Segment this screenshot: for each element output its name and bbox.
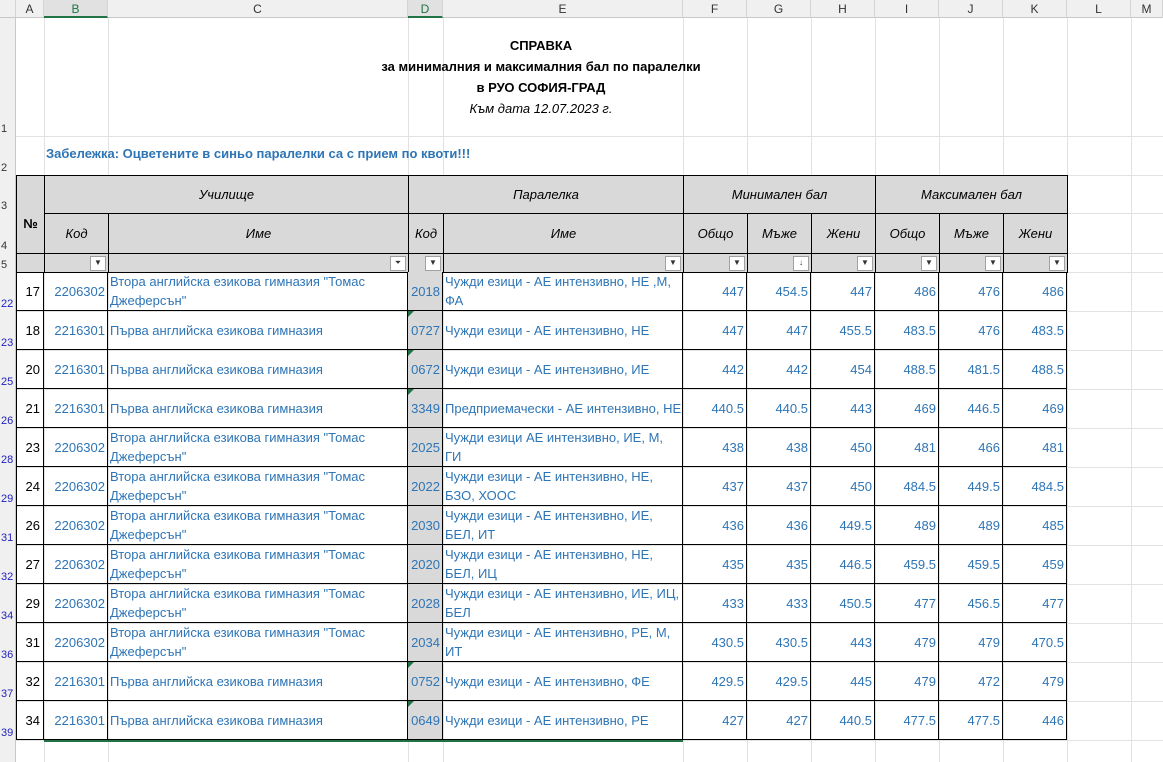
- row-header-36[interactable]: [0, 623, 16, 662]
- max-total[interactable]: 477: [875, 584, 939, 623]
- filter-cell: [1003, 253, 1068, 273]
- min-women[interactable]: 455.5: [811, 311, 875, 350]
- filter-cell: [443, 253, 684, 273]
- row-index[interactable]: 23: [16, 428, 44, 467]
- class-code[interactable]: 2025: [408, 428, 443, 467]
- school-code[interactable]: 2216301: [44, 662, 108, 701]
- column-header-j[interactable]: J: [939, 0, 1003, 18]
- filter-active-icon[interactable]: ⏷: [390, 256, 406, 271]
- class-name[interactable]: Чужди езици - АЕ интензивно, НЕ, БЕЛ, ИЦ: [443, 545, 683, 584]
- column-header-g[interactable]: G: [747, 0, 811, 18]
- column-header-d[interactable]: D: [408, 0, 443, 18]
- max-women[interactable]: 479: [1003, 662, 1067, 701]
- row-index[interactable]: 34: [16, 701, 44, 740]
- class-name[interactable]: Чужди езици - АЕ интензивно, НЕ, БЗО, ХООС: [443, 467, 683, 506]
- class-code[interactable]: 0752: [408, 662, 443, 701]
- class-name[interactable]: Предприемачески - АЕ интензивно, НЕ: [443, 389, 683, 428]
- filter-dropdown-icon[interactable]: ▼: [1049, 256, 1065, 271]
- class-code[interactable]: 2030: [408, 506, 443, 545]
- row-header-25[interactable]: [0, 350, 16, 389]
- min-men[interactable]: 430.5: [747, 623, 811, 662]
- filter-cell: [16, 253, 45, 273]
- school-name[interactable]: Втора английска езикова гимназия "Томас Джеферсън": [108, 584, 408, 623]
- class-name[interactable]: Чужди езици - АЕ интензивно, ИЕ: [443, 350, 683, 389]
- school-code[interactable]: 2216301: [44, 311, 108, 350]
- class-code[interactable]: 2028: [408, 584, 443, 623]
- row-number: 32: [1, 571, 14, 583]
- quota-note: Забележка: Оцветените в синьо паралелки са с прием по квоти!!!: [46, 146, 471, 161]
- min-total[interactable]: 447: [683, 311, 747, 350]
- header-school-code: Код: [44, 213, 109, 254]
- filter-cell: [747, 253, 812, 273]
- row-index[interactable]: 20: [16, 350, 44, 389]
- min-women[interactable]: 443: [811, 623, 875, 662]
- min-women[interactable]: 440.5: [811, 701, 875, 740]
- row-index[interactable]: 27: [16, 545, 44, 584]
- row-header-2[interactable]: [0, 136, 16, 175]
- max-women[interactable]: 469: [1003, 389, 1067, 428]
- row-header-34[interactable]: [0, 584, 16, 623]
- min-total[interactable]: 429.5: [683, 662, 747, 701]
- select-all-corner[interactable]: [0, 0, 16, 18]
- filter-cell: [811, 253, 876, 273]
- error-indicator-icon: [408, 350, 414, 356]
- min-total[interactable]: 435: [683, 545, 747, 584]
- row-number: 34: [1, 610, 14, 622]
- report-region: в РУО СОФИЯ-ГРАД: [476, 80, 606, 95]
- header-number: №: [16, 175, 45, 273]
- max-total[interactable]: 479: [875, 623, 939, 662]
- filter-cell: [683, 253, 748, 273]
- max-total[interactable]: 469: [875, 389, 939, 428]
- min-women[interactable]: 446.5: [811, 545, 875, 584]
- row-header-29[interactable]: [0, 467, 16, 506]
- row-header-22[interactable]: [0, 272, 16, 311]
- row-number: 25: [1, 376, 14, 388]
- row-number: 23: [1, 337, 14, 349]
- column-header-e[interactable]: E: [443, 0, 683, 18]
- min-total[interactable]: 447: [683, 272, 747, 311]
- row-index[interactable]: 31: [16, 623, 44, 662]
- school-code[interactable]: 2206302: [44, 584, 108, 623]
- row-header-26[interactable]: [0, 389, 16, 428]
- sort-descending-icon[interactable]: ↓: [793, 256, 809, 271]
- row-header-37[interactable]: [0, 662, 16, 701]
- filter-dropdown-icon[interactable]: ▼: [425, 256, 441, 271]
- error-indicator-icon: [408, 389, 414, 395]
- min-men[interactable]: 442: [747, 350, 811, 389]
- filter-dropdown-icon[interactable]: ▼: [921, 256, 937, 271]
- min-men[interactable]: 438: [747, 428, 811, 467]
- school-code[interactable]: 2216301: [44, 701, 108, 740]
- error-indicator-icon: [408, 701, 414, 707]
- school-name[interactable]: Втора английска езикова гимназия "Томас Джеферсън": [108, 272, 408, 311]
- row-index[interactable]: 18: [16, 311, 44, 350]
- column-header-k[interactable]: K: [1003, 0, 1067, 18]
- school-name[interactable]: Втора английска езикова гимназия "Томас Джеферсън": [108, 623, 408, 662]
- report-title: СПРАВКА: [509, 38, 573, 53]
- class-code[interactable]: 2020: [408, 545, 443, 584]
- row-number: 26: [1, 415, 14, 427]
- min-women[interactable]: 449.5: [811, 506, 875, 545]
- school-name[interactable]: Първа английска езикова гимназия: [108, 701, 408, 740]
- selection-border: [44, 740, 683, 742]
- row-index[interactable]: 26: [16, 506, 44, 545]
- row-number: 5: [1, 259, 8, 271]
- gridline-h: [16, 136, 1163, 137]
- column-header-bottom-rowhdr: [0, 740, 16, 762]
- row-number: 37: [1, 688, 14, 700]
- school-name[interactable]: Втора английска езикова гимназия "Томас Джеферсън": [108, 428, 408, 467]
- max-women[interactable]: 485: [1003, 506, 1067, 545]
- max-total[interactable]: 488.5: [875, 350, 939, 389]
- row-header-23[interactable]: [0, 311, 16, 350]
- header-school-name: Име: [108, 213, 409, 254]
- header-max-total: Общо: [875, 213, 940, 254]
- school-code[interactable]: 2206302: [44, 506, 108, 545]
- filter-dropdown-icon[interactable]: ▼: [665, 256, 681, 271]
- school-name[interactable]: Първа английска езикова гимназия: [108, 662, 408, 701]
- row-header-28[interactable]: [0, 428, 16, 467]
- row-number: 36: [1, 649, 14, 661]
- max-women[interactable]: 446: [1003, 701, 1067, 740]
- school-code[interactable]: 2206302: [44, 428, 108, 467]
- row-number: 29: [1, 493, 14, 505]
- min-total[interactable]: 440.5: [683, 389, 747, 428]
- header-min-women: Жени: [811, 213, 876, 254]
- row-number: 31: [1, 532, 14, 544]
- max-men[interactable]: 481.5: [939, 350, 1003, 389]
- row-header-31[interactable]: [0, 506, 16, 545]
- row-header-4[interactable]: [0, 213, 16, 253]
- class-code[interactable]: 0727: [408, 311, 443, 350]
- school-code[interactable]: 2206302: [44, 467, 108, 506]
- header-school: Училище: [44, 175, 409, 214]
- column-header-l[interactable]: L: [1067, 0, 1131, 18]
- column-header-f[interactable]: F: [683, 0, 747, 18]
- report-subtitle: за минималния и максималния бал по паралелки: [381, 59, 701, 74]
- column-header-a[interactable]: A: [16, 0, 44, 18]
- class-code[interactable]: 2018: [408, 272, 443, 311]
- report-date: Към дата 12.07.2023 г.: [469, 101, 613, 116]
- min-men[interactable]: 427: [747, 701, 811, 740]
- header-class-name: Име: [443, 213, 684, 254]
- max-men[interactable]: 456.5: [939, 584, 1003, 623]
- min-men[interactable]: 433: [747, 584, 811, 623]
- column-header-c[interactable]: C: [108, 0, 408, 18]
- error-indicator-icon: [408, 662, 414, 668]
- min-men[interactable]: 429.5: [747, 662, 811, 701]
- max-men[interactable]: 476: [939, 311, 1003, 350]
- max-women[interactable]: 488.5: [1003, 350, 1067, 389]
- max-women[interactable]: 477: [1003, 584, 1067, 623]
- filter-cell: [408, 253, 444, 273]
- column-header-m[interactable]: M: [1131, 0, 1163, 18]
- filter-cell: [108, 253, 409, 273]
- max-men[interactable]: 489: [939, 506, 1003, 545]
- class-name[interactable]: Чужди езици - АЕ интензивно, ИЕ, ИЦ, БЕЛ: [443, 584, 683, 623]
- row-number: 2: [1, 162, 8, 174]
- class-name[interactable]: Чужди езици - АЕ интензивно, НЕ: [443, 311, 683, 350]
- row-header-5[interactable]: [0, 253, 16, 272]
- school-name[interactable]: Втора английска езикова гимназия "Томас Джеферсън": [108, 467, 408, 506]
- min-women[interactable]: 450: [811, 428, 875, 467]
- row-index[interactable]: 24: [16, 467, 44, 506]
- row-number: 22: [1, 298, 14, 310]
- max-total[interactable]: 483.5: [875, 311, 939, 350]
- min-men[interactable]: 440.5: [747, 389, 811, 428]
- row-number: 3: [1, 200, 8, 212]
- header-min-men: Мъже: [747, 213, 812, 254]
- class-name[interactable]: Чужди езици - АЕ интензивно, НЕ ,М, ФА: [443, 272, 683, 311]
- max-total[interactable]: 484.5: [875, 467, 939, 506]
- school-code[interactable]: 2206302: [44, 272, 108, 311]
- min-men[interactable]: 435: [747, 545, 811, 584]
- min-women[interactable]: 450: [811, 467, 875, 506]
- row-header-1[interactable]: [0, 18, 16, 136]
- header-max-men: Мъже: [939, 213, 1004, 254]
- min-women[interactable]: 450.5: [811, 584, 875, 623]
- class-name[interactable]: Чужди езици АЕ интензивно, ИЕ, М, ГИ: [443, 428, 683, 467]
- school-code[interactable]: 2216301: [44, 389, 108, 428]
- min-men[interactable]: 447: [747, 311, 811, 350]
- max-women[interactable]: 481: [1003, 428, 1067, 467]
- max-total[interactable]: 477.5: [875, 701, 939, 740]
- class-name[interactable]: Чужди езици - АЕ интензивно, ФЕ: [443, 662, 683, 701]
- max-women[interactable]: 484.5: [1003, 467, 1067, 506]
- max-men[interactable]: 449.5: [939, 467, 1003, 506]
- min-men[interactable]: 436: [747, 506, 811, 545]
- error-indicator-icon: [408, 311, 414, 317]
- max-total[interactable]: 489: [875, 506, 939, 545]
- filter-dropdown-icon[interactable]: ▼: [985, 256, 1001, 271]
- class-code[interactable]: 0672: [408, 350, 443, 389]
- min-total[interactable]: 427: [683, 701, 747, 740]
- min-women[interactable]: 445: [811, 662, 875, 701]
- class-code[interactable]: 3349: [408, 389, 443, 428]
- min-women[interactable]: 443: [811, 389, 875, 428]
- header-class: Паралелка: [408, 175, 684, 214]
- min-women[interactable]: 447: [811, 272, 875, 311]
- min-total[interactable]: 436: [683, 506, 747, 545]
- row-header-3[interactable]: [0, 175, 16, 213]
- max-men[interactable]: 476: [939, 272, 1003, 311]
- min-total[interactable]: 438: [683, 428, 747, 467]
- column-header-b[interactable]: B: [44, 0, 108, 18]
- min-total[interactable]: 430.5: [683, 623, 747, 662]
- max-total[interactable]: 481: [875, 428, 939, 467]
- min-total[interactable]: 442: [683, 350, 747, 389]
- header-min-score: Минимален бал: [683, 175, 876, 214]
- school-name[interactable]: Първа английска езикова гимназия: [108, 389, 408, 428]
- max-women[interactable]: 483.5: [1003, 311, 1067, 350]
- school-code[interactable]: 2206302: [44, 623, 108, 662]
- min-women[interactable]: 454: [811, 350, 875, 389]
- filter-dropdown-icon[interactable]: ▼: [90, 256, 106, 271]
- max-women[interactable]: 486: [1003, 272, 1067, 311]
- header-class-code: Код: [408, 213, 444, 254]
- row-number: 28: [1, 454, 14, 466]
- row-header-32[interactable]: [0, 545, 16, 584]
- min-total[interactable]: 437: [683, 467, 747, 506]
- class-code[interactable]: 2034: [408, 623, 443, 662]
- max-men[interactable]: 446.5: [939, 389, 1003, 428]
- row-index[interactable]: 17: [16, 272, 44, 311]
- row-index[interactable]: 32: [16, 662, 44, 701]
- row-number: 1: [1, 123, 8, 135]
- row-number: 39: [1, 727, 14, 739]
- max-women[interactable]: 470.5: [1003, 623, 1067, 662]
- row-header-39[interactable]: [0, 701, 16, 740]
- school-code[interactable]: 2206302: [44, 545, 108, 584]
- school-name[interactable]: Първа английска езикова гимназия: [108, 350, 408, 389]
- column-header-h[interactable]: H: [811, 0, 875, 18]
- filter-dropdown-icon[interactable]: ▼: [857, 256, 873, 271]
- class-name[interactable]: Чужди езици - АЕ интензивно, РЕ: [443, 701, 683, 740]
- gridline-v: [1067, 18, 1068, 762]
- header-min-total: Общо: [683, 213, 748, 254]
- school-name[interactable]: Втора английска езикова гимназия "Томас Джеферсън": [108, 506, 408, 545]
- gridline-v: [1131, 18, 1132, 762]
- filter-cell: [875, 253, 940, 273]
- class-name[interactable]: Чужди езици - АЕ интензивно, ИЕ, БЕЛ, ИТ: [443, 506, 683, 545]
- filter-dropdown-icon[interactable]: ▼: [729, 256, 745, 271]
- min-men[interactable]: 437: [747, 467, 811, 506]
- school-name[interactable]: Първа английска езикова гимназия: [108, 311, 408, 350]
- max-total[interactable]: 486: [875, 272, 939, 311]
- max-total[interactable]: 459.5: [875, 545, 939, 584]
- max-men[interactable]: 459.5: [939, 545, 1003, 584]
- school-name[interactable]: Втора английска езикова гимназия "Томас Джеферсън": [108, 545, 408, 584]
- row-index[interactable]: 29: [16, 584, 44, 623]
- class-code[interactable]: 2022: [408, 467, 443, 506]
- max-women[interactable]: 459: [1003, 545, 1067, 584]
- header-max-score: Максимален бал: [875, 175, 1068, 214]
- school-code[interactable]: 2216301: [44, 350, 108, 389]
- max-men[interactable]: 479: [939, 623, 1003, 662]
- max-men[interactable]: 477.5: [939, 701, 1003, 740]
- min-men[interactable]: 454.5: [747, 272, 811, 311]
- filter-cell: [44, 253, 109, 273]
- filter-cell: [939, 253, 1004, 273]
- class-name[interactable]: Чужди езици - АЕ интензивно, РЕ, М, ИТ: [443, 623, 683, 662]
- min-total[interactable]: 433: [683, 584, 747, 623]
- column-header-i[interactable]: I: [875, 0, 939, 18]
- header-max-women: Жени: [1003, 213, 1068, 254]
- max-men[interactable]: 466: [939, 428, 1003, 467]
- class-code[interactable]: 0649: [408, 701, 443, 740]
- max-total[interactable]: 479: [875, 662, 939, 701]
- row-index[interactable]: 21: [16, 389, 44, 428]
- max-men[interactable]: 472: [939, 662, 1003, 701]
- row-number: 4: [1, 240, 8, 252]
